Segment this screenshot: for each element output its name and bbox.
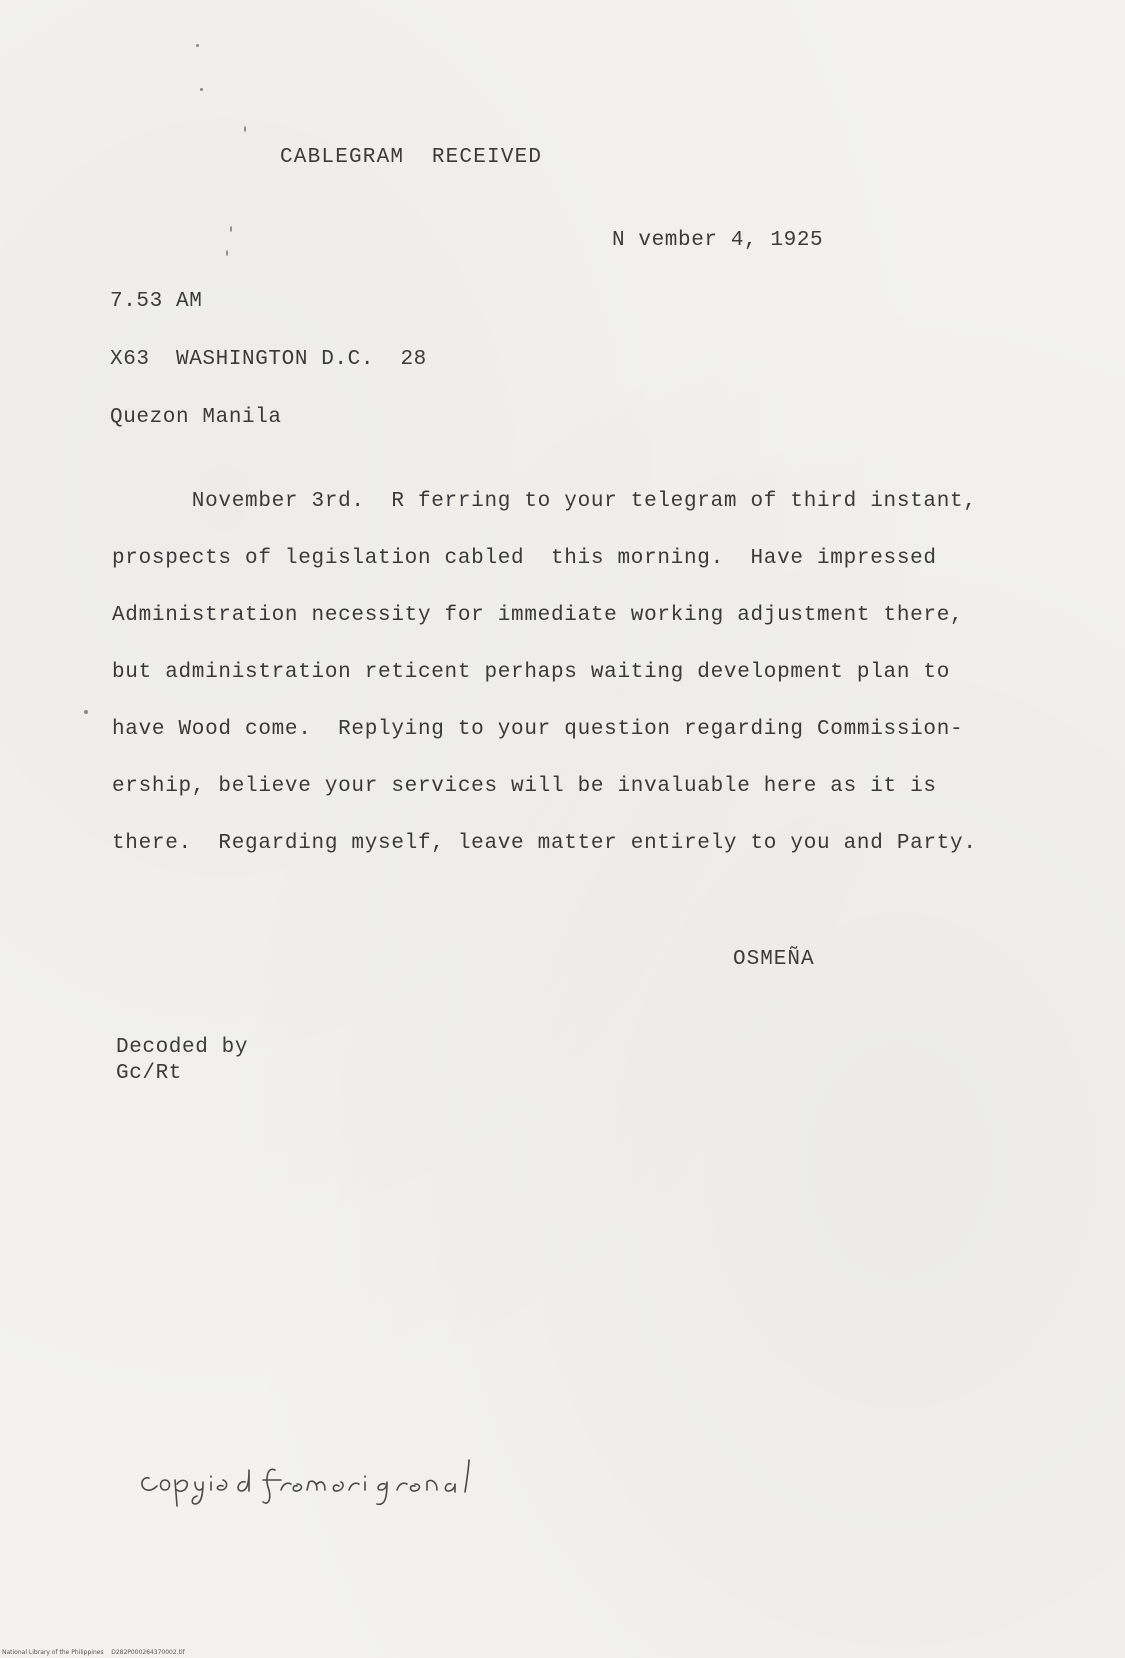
cable-origin: X63 WASHINGTON D.C. 28: [110, 348, 427, 371]
cable-time: 7.53 AM: [110, 290, 203, 313]
handwritten-note-copied-from-original: [135, 1440, 515, 1510]
body-line: there. Regarding myself, leave matter entirely to you and Party.: [112, 832, 977, 855]
body-line: have Wood come. Replying to your question regarding Commission-: [112, 718, 964, 741]
speck: [84, 710, 88, 714]
speck: [244, 126, 246, 132]
speck: [196, 44, 199, 47]
cablegram-heading: CABLEGRAM RECEIVED: [280, 146, 543, 169]
body-line: November 3rd. R ferring to your telegram of third instant,: [112, 490, 977, 513]
body-line: but administration reticent perhaps waiting development plan to: [112, 661, 951, 684]
speck: [226, 250, 228, 256]
body-line: ership, believe your services will be invaluable here as it is: [112, 775, 937, 798]
body-line: Administration necessity for immediate working adjustment there,: [112, 604, 964, 627]
speck: [230, 226, 232, 232]
archive-footer-note: National Library of the Philippines D282P000264370002.tif: [2, 1649, 185, 1656]
speck: [200, 88, 203, 91]
decoder-initials: Gc/Rt: [116, 1062, 183, 1085]
body-line: prospects of legislation cabled this morning. Have impressed: [112, 547, 937, 570]
cable-date: N vember 4, 1925: [612, 229, 824, 252]
decoded-by-label: Decoded by: [116, 1036, 249, 1059]
signature: OSMEÑA: [733, 948, 815, 971]
cable-addressee: Quezon Manila: [110, 406, 282, 429]
